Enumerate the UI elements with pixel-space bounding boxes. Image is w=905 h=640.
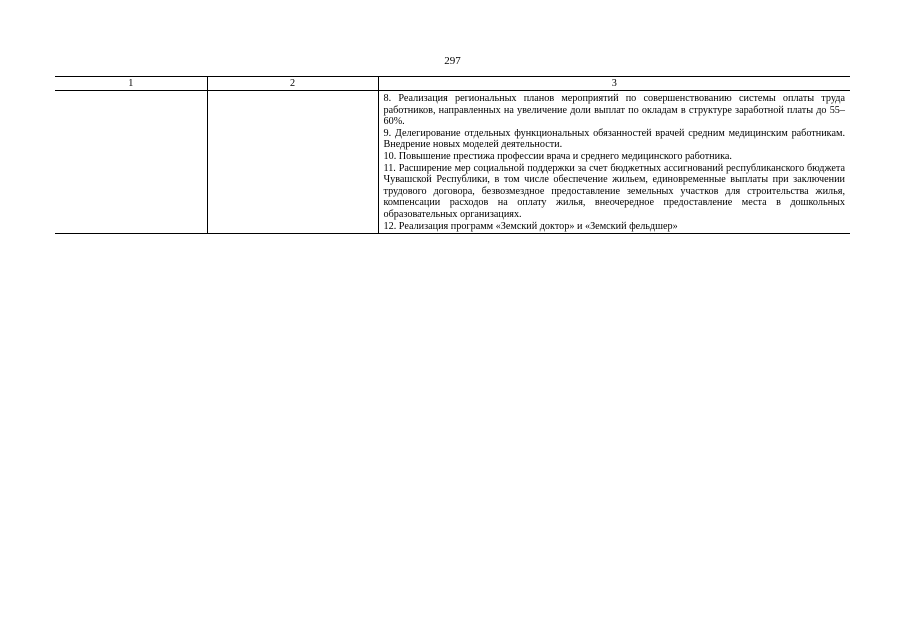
cell-col2 [207,91,378,234]
column-header-2: 2 [207,77,378,91]
measure-item-9: 9. Делегирование отдельных функциональных обязанностей врачей средним медицинским работникам. Внедрение новых моделей деятельности. [383,127,845,151]
column-header-3: 3 [378,77,850,91]
measures-table [55,76,850,234]
table-row [55,91,850,234]
measure-item-11: 11. Расширение мер социальной поддержки за счет бюджетных ассигнований республиканского бюджета Чувашской Республики, в том числе обеспечение жильем, единовременные выплаты при заключении трудового договора, безвозмездное предоставление земельных участков для строительства жилья, компенсации расходов на оплату жилья, внеочередное предоставление места в дошкольных образовательных организациях. [383,162,845,220]
measure-item-8: 8. Реализация региональных планов мероприятий по совершенствованию системы оплаты труда работников, направленных на увеличение доли выплат по окладам в структуре заработной платы до 55–60%. [383,93,845,128]
cell-col3 [378,91,850,234]
column-header-1: 1 [55,77,207,91]
measure-item-10: 10. Повышение престижа профессии врача и среднего медицинского работника. [383,150,732,162]
measure-item-12: 12. Реализация программ «Земский доктор» и «Земский фельдшер» [383,220,678,232]
cell-col1 [55,91,207,234]
page-number: 297 [444,55,461,67]
table-header-row [55,77,850,91]
